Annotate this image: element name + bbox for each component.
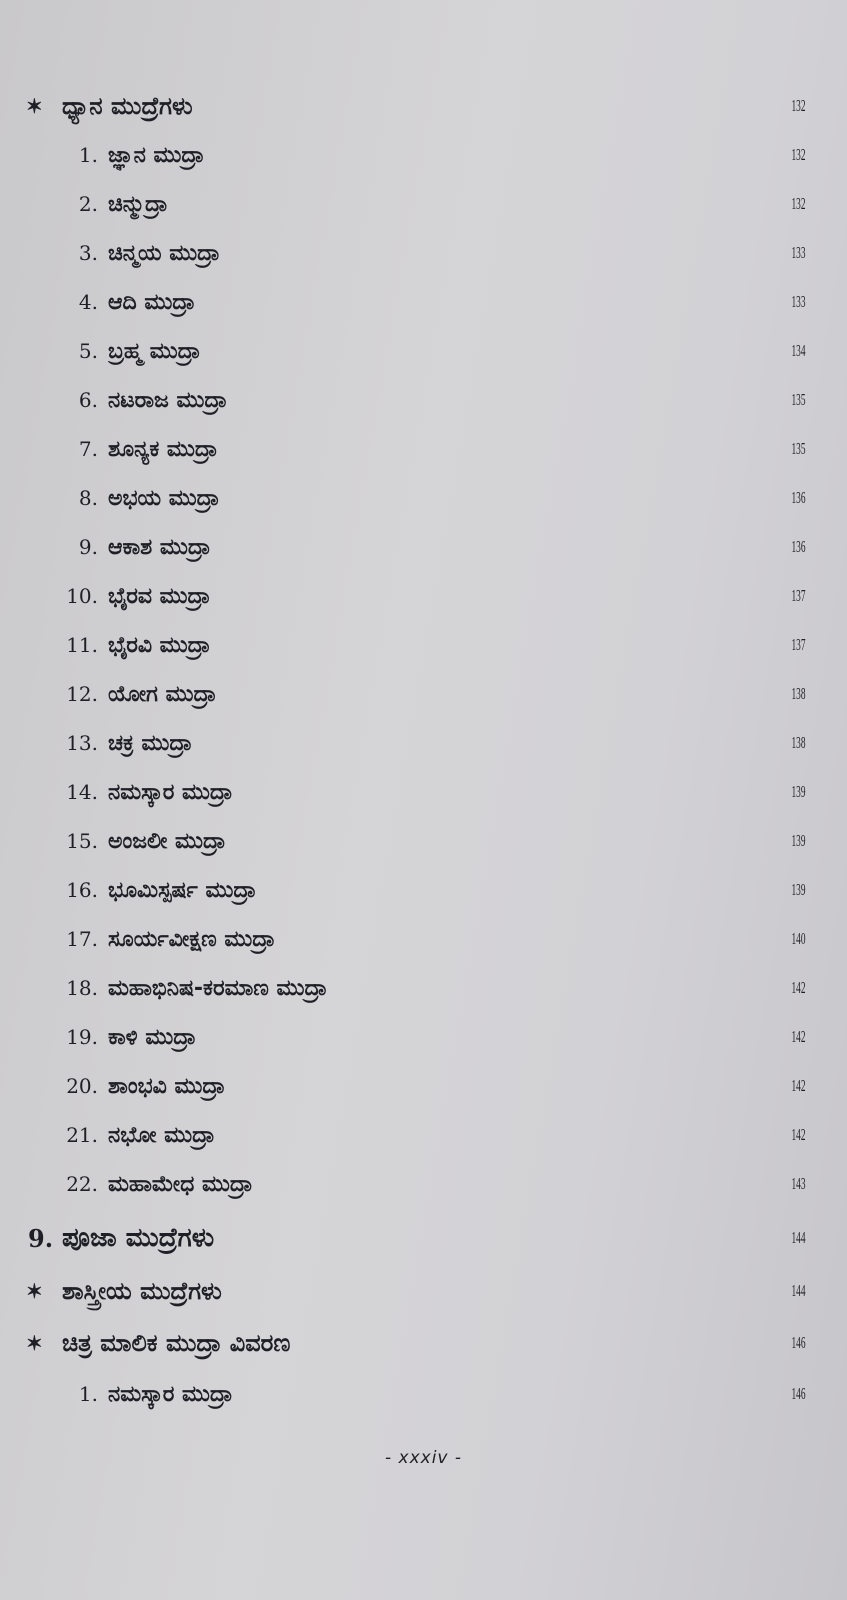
toc-item-row <box>0 968 847 1008</box>
toc-item-label: ಜ್ಞಾನ ಮುದ್ರಾ <box>108 142 205 168</box>
toc-page-number: 143 <box>790 1174 805 1193</box>
toc-item-label: ಶೂನ್ಯಕ ಮುದ್ರಾ <box>108 436 218 462</box>
toc-page-number: 135 <box>790 439 805 458</box>
toc-page-number: 138 <box>790 684 805 703</box>
toc-page-number: 137 <box>790 635 805 654</box>
toc-item-number: 18. <box>66 976 98 1000</box>
toc-section-row <box>0 1218 847 1258</box>
toc-item-row <box>0 527 847 567</box>
toc-page-number: 142 <box>790 978 805 997</box>
toc-item-label: ನಟರಾಜ ಮುದ್ರಾ <box>108 387 228 413</box>
toc-page-number: 144 <box>790 1228 805 1247</box>
toc-item-number: 16. <box>66 878 98 902</box>
toc-item-row <box>0 1066 847 1106</box>
toc-item-row <box>0 478 847 518</box>
toc-item-row <box>0 184 847 224</box>
toc-page-number: 138 <box>790 733 805 752</box>
toc-page-number: 146 <box>790 1384 805 1403</box>
toc-item-number: 5. <box>78 339 98 363</box>
toc-item-label: ಕಾಳಿ ಮುದ್ರಾ <box>108 1024 197 1050</box>
toc-item-label: ನಭೋ ಮುದ್ರಾ <box>108 1122 216 1148</box>
toc-item-label: ಅಭಯ ಮುದ್ರಾ <box>108 485 220 511</box>
toc-item-row <box>0 919 847 959</box>
toc-item-label: ಚಕ್ರ ಮುದ್ರಾ <box>108 730 193 756</box>
toc-page-number: 133 <box>790 243 805 262</box>
star-bullet-icon: ✶ <box>26 94 43 118</box>
toc-page-number: 132 <box>790 96 805 115</box>
toc-item-number: 1. <box>78 1382 98 1406</box>
toc-item-number: 12. <box>66 682 98 706</box>
toc-page-number: 142 <box>790 1125 805 1144</box>
toc-item-row <box>0 674 847 714</box>
toc-page-number: 132 <box>790 194 805 213</box>
toc-item-number: 6. <box>78 388 98 412</box>
toc-heading-row <box>0 1271 847 1311</box>
toc-item-number: 1. <box>78 143 98 167</box>
star-bullet-icon: ✶ <box>26 1279 43 1303</box>
toc-item-label: ಸೂರ್ಯವೀಕ್ಷಣ ಮುದ್ರಾ <box>108 926 276 952</box>
toc-item-row <box>0 870 847 910</box>
toc-page-number: 142 <box>790 1076 805 1095</box>
toc-item-number: 14. <box>66 780 98 804</box>
toc-page-number: 136 <box>790 537 805 556</box>
toc-item-number: 3. <box>78 241 98 265</box>
toc-item-row <box>0 1115 847 1155</box>
toc-item-label: ನಮಸ್ಕಾರ ಮುದ್ರಾ <box>108 1381 233 1407</box>
toc-item-label: ಯೋಗ ಮುದ್ರಾ <box>108 681 217 707</box>
toc-item-number: 4. <box>78 290 98 314</box>
toc-item-label: ನಮಸ್ಕಾರ ಮುದ್ರಾ <box>108 779 233 805</box>
toc-item-label: ಭೈರವಿ ಮುದ್ರಾ <box>108 632 211 658</box>
toc-item-label: ಆಕಾಶ ಮುದ್ರಾ <box>108 534 211 560</box>
toc-heading-row <box>0 1323 847 1363</box>
toc-page-number: 139 <box>790 831 805 850</box>
toc-page-number: 139 <box>790 880 805 899</box>
toc-page-number: 132 <box>790 145 805 164</box>
toc-heading-row <box>0 86 847 126</box>
toc-page-number: 137 <box>790 586 805 605</box>
toc-item-number: 20. <box>66 1074 98 1098</box>
toc-section-heading: ಪೂಜಾ ಮುದ್ರೆಗಳು <box>62 1222 215 1253</box>
toc-item-label: ಭೈರವ ಮುದ್ರಾ <box>108 583 211 609</box>
toc-item-number: 7. <box>78 437 98 461</box>
toc-item-row <box>0 723 847 763</box>
toc-item-label: ಆದಿ ಮುದ್ರಾ <box>108 289 196 315</box>
toc-item-label: ಅಂಜಲೀ ಮುದ್ರಾ <box>108 828 226 854</box>
toc-item-number: 8. <box>78 486 98 510</box>
toc-item-number: 10. <box>66 584 98 608</box>
toc-item-label: ಮಹಾಮೇಧ ಮುದ್ರಾ <box>108 1171 253 1197</box>
toc-heading: ಚಿತ್ರ ಮಾಲಿಕ ಮುದ್ರಾ ವಿವರಣ <box>62 1329 291 1357</box>
toc-page-number: 139 <box>790 782 805 801</box>
page-footer-roman-number: - xxxiv - <box>384 1448 463 1468</box>
toc-item-number: 17. <box>66 927 98 951</box>
toc-item-row <box>0 233 847 273</box>
toc-heading: ಶಾಸ್ತ್ರೀಯ ಮುದ್ರೆಗಳು <box>62 1277 222 1305</box>
toc-item-number: 2. <box>78 192 98 216</box>
toc-item-row <box>0 282 847 322</box>
toc-section-number: 9. <box>28 1223 54 1253</box>
toc-item-number: 15. <box>66 829 98 853</box>
toc-page-number: 135 <box>790 390 805 409</box>
toc-item-row <box>0 331 847 371</box>
toc-item-number: 21. <box>66 1123 98 1147</box>
toc-page-number: 140 <box>790 929 805 948</box>
toc-page-number: 146 <box>790 1333 805 1352</box>
toc-item-label: ಮಹಾಭಿನಿಷ-ಕರಮಾಣ ಮುದ್ರಾ <box>108 975 328 1001</box>
toc-item-number: 13. <box>66 731 98 755</box>
star-bullet-icon: ✶ <box>26 1331 43 1355</box>
toc-item-label: ಬ್ರಹ್ಮ ಮುದ್ರಾ <box>108 338 201 364</box>
toc-item-label: ಚಿನ್ಮುದ್ರಾ <box>108 191 168 217</box>
toc-item-number: 22. <box>66 1172 98 1196</box>
toc-item-row <box>0 1017 847 1057</box>
toc-page-number: 136 <box>790 488 805 507</box>
toc-item-row <box>0 625 847 665</box>
toc-page-number: 134 <box>790 341 805 360</box>
toc-item-row <box>0 380 847 420</box>
toc-heading: ಧ್ಯಾನ ಮುದ್ರೆಗಳು <box>62 92 193 120</box>
toc-item-number: 19. <box>66 1025 98 1049</box>
toc-item-row <box>0 429 847 469</box>
toc-item-number: 9. <box>78 535 98 559</box>
toc-item-row <box>0 821 847 861</box>
toc-item-row <box>0 1164 847 1204</box>
toc-item-label: ಚಿನ್ಮಯ ಮುದ್ರಾ <box>108 240 221 266</box>
toc-item-label: ಶಾಂಭವಿ ಮುದ್ರಾ <box>108 1073 226 1099</box>
toc-page-number: 142 <box>790 1027 805 1046</box>
toc-page-number: 144 <box>790 1281 805 1300</box>
toc-item-number: 11. <box>66 633 98 657</box>
toc-page-number: 133 <box>790 292 805 311</box>
toc-item-row <box>0 772 847 812</box>
toc-item-row <box>0 576 847 616</box>
toc-item-row <box>0 1374 847 1414</box>
toc-item-row <box>0 135 847 175</box>
toc-item-label: ಭೂಮಿಸ್ಪರ್ಷ ಮುದ್ರಾ <box>108 877 257 903</box>
